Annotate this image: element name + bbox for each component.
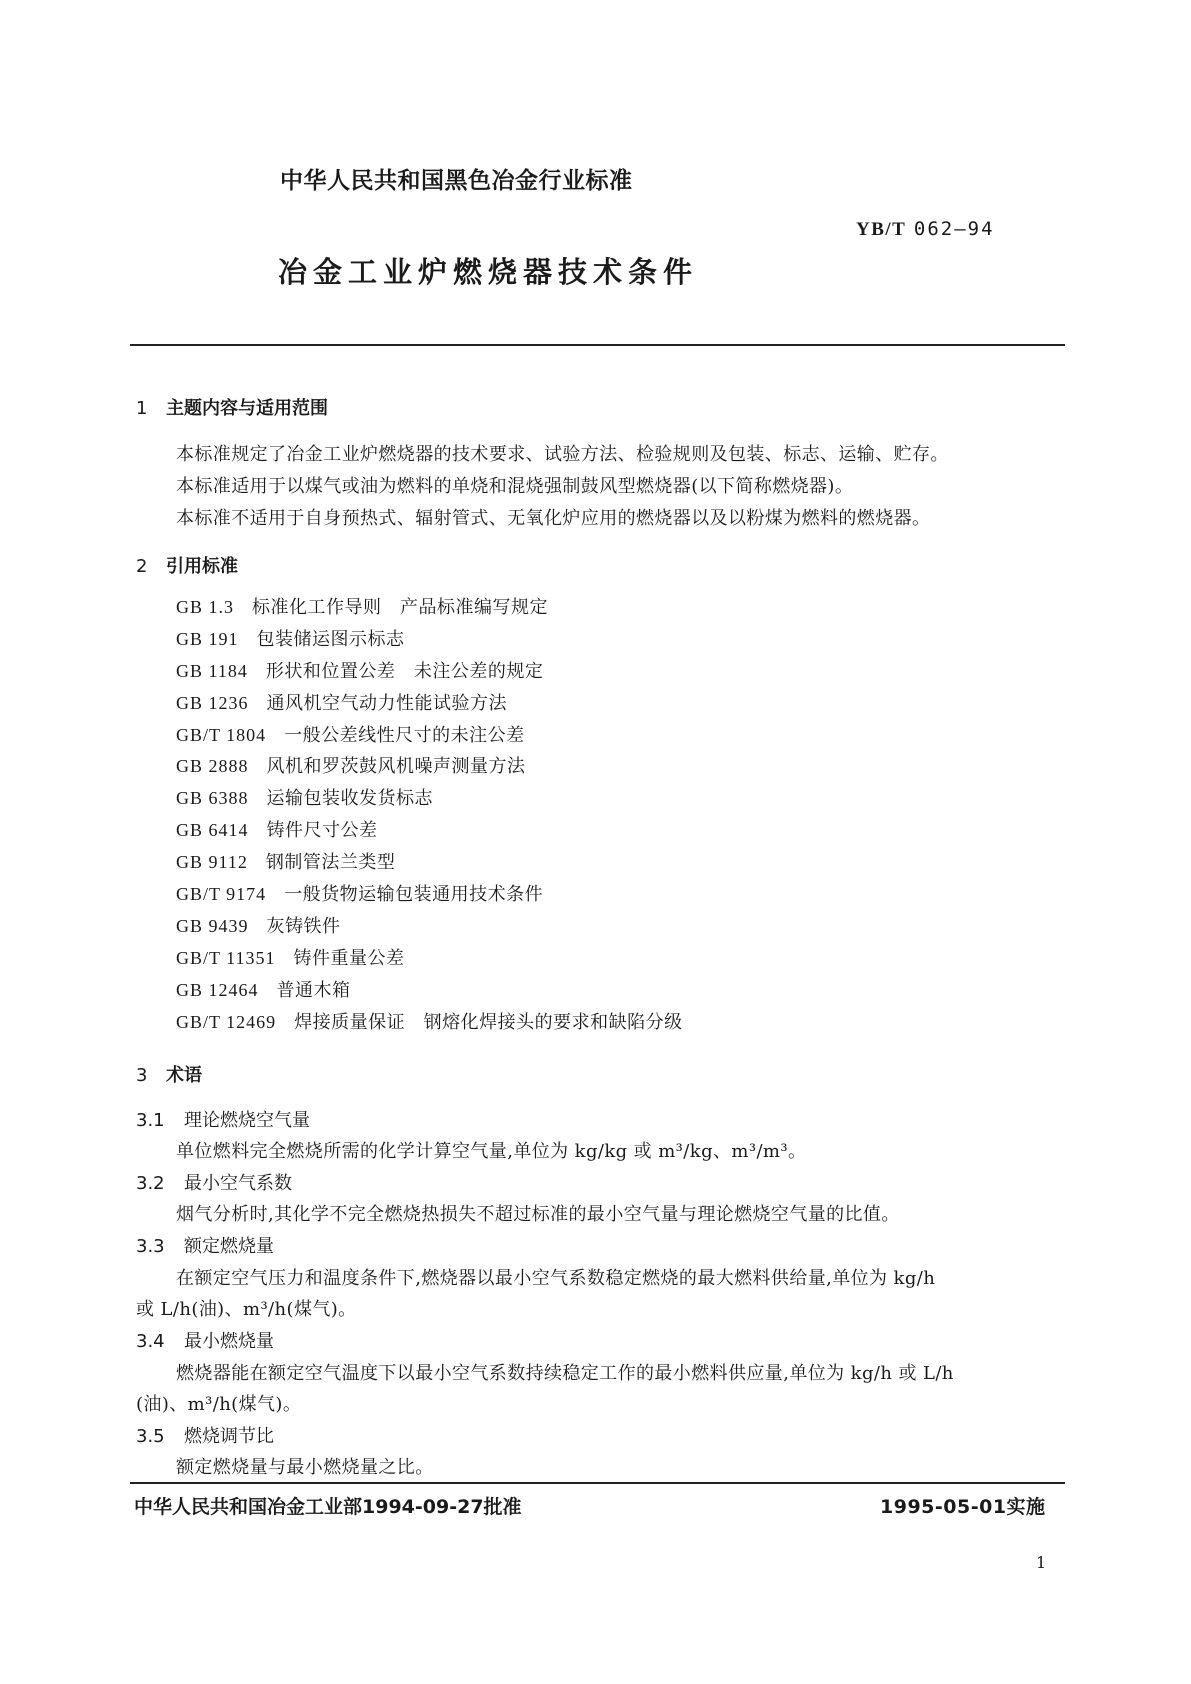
reference-title: 标准化工作导则 产品标准编写规定 xyxy=(252,597,549,618)
reference-title: 运输包装收发货标志 xyxy=(266,788,434,810)
header-divider xyxy=(130,344,1065,346)
section-3-heading xyxy=(136,1061,202,1087)
term-heading xyxy=(136,1232,274,1258)
reference-code: GB/T 12469 xyxy=(176,1011,277,1032)
reference-item xyxy=(176,915,683,947)
reference-item xyxy=(176,819,683,851)
reference-code: GB/T 9174 xyxy=(176,884,267,905)
term-number: 3.4 xyxy=(136,1331,165,1352)
reference-title: 钢制管法兰类型 xyxy=(265,852,396,874)
reference-item xyxy=(176,596,683,628)
term-number: 3.2 xyxy=(136,1173,165,1194)
reference-title: 铸件尺寸公差 xyxy=(266,820,378,842)
reference-code: GB 6388 xyxy=(176,788,249,809)
term-definition: 额定燃烧量与最小燃烧量之比。 xyxy=(176,1457,434,1478)
term-name: 燃烧调节比 xyxy=(184,1426,274,1447)
reference-list xyxy=(176,596,683,1042)
term-definition: 在额定空气压力和温度条件下,燃烧器以最小空气系数稳定燃烧的最大燃料供给量,单位为 kg/h xyxy=(176,1268,936,1289)
section-3-number: 3 xyxy=(136,1065,148,1086)
reference-title: 一般货物运输包装通用技术条件 xyxy=(284,884,544,906)
standard-code-number: 062—94 xyxy=(913,218,995,240)
section-1-title: 主题内容与适用范围 xyxy=(166,398,328,419)
term-name: 最小空气系数 xyxy=(184,1173,292,1194)
reference-code: GB 1236 xyxy=(176,692,249,713)
section-3-title: 术语 xyxy=(166,1065,202,1086)
term-definition-continued: (油)、m³/h(煤气)。 xyxy=(136,1394,302,1415)
section-2-number: 2 xyxy=(136,556,148,577)
reference-title: 焊接质量保证 钢熔化焊接头的要求和缺陷分级 xyxy=(294,1011,683,1033)
term-name: 最小燃烧量 xyxy=(184,1331,274,1352)
reference-code: GB/T 11351 xyxy=(176,947,276,968)
reference-title: 形状和位置公差 未注公差的规定 xyxy=(265,660,544,682)
footer-divider xyxy=(130,1482,1065,1484)
standard-code-prefix: YB/T xyxy=(856,219,907,240)
reference-item xyxy=(176,724,683,756)
section-2-title: 引用标准 xyxy=(166,556,238,577)
standard-code xyxy=(856,218,995,241)
reference-code: GB 9439 xyxy=(176,915,249,936)
reference-title: 灰铸铁件 xyxy=(266,915,341,937)
reference-item xyxy=(176,692,683,724)
reference-title: 风机和罗茨鼓风机噪声测量方法 xyxy=(266,756,526,778)
reference-code: GB 1184 xyxy=(176,660,248,681)
term-definition-continued: 或 L/h(油)、m³/h(煤气)。 xyxy=(136,1299,357,1320)
term-number: 3.1 xyxy=(136,1110,165,1131)
document-title: 冶金工业炉燃烧器技术条件 xyxy=(278,255,699,289)
reference-item xyxy=(176,851,683,883)
reference-item xyxy=(176,755,683,787)
effective-date: 1995-05-01实施 xyxy=(880,1496,1046,1518)
term-number: 3.5 xyxy=(136,1426,165,1447)
section-1-number: 1 xyxy=(136,398,148,419)
reference-code: GB 12464 xyxy=(176,979,259,1000)
reference-item xyxy=(176,628,683,660)
term-name: 额定燃烧量 xyxy=(184,1236,274,1257)
reference-title: 普通木箱 xyxy=(276,979,351,1001)
term-heading xyxy=(136,1327,274,1353)
section-1-heading xyxy=(136,394,328,420)
term-heading xyxy=(136,1422,274,1448)
reference-title: 通风机空气动力性能试验方法 xyxy=(266,692,508,714)
term-heading xyxy=(136,1106,310,1132)
term-definition: 烟气分析时,其化学不完全燃烧热损失不超过标准的最小空气量与理论燃烧空气量的比值。 xyxy=(176,1204,900,1225)
approval-statement: 中华人民共和国冶金工业部1994-09-27批准 xyxy=(134,1496,522,1518)
reference-code: GB 6414 xyxy=(176,820,249,841)
section-1-paragraph: 本标准不适用于自身预热式、辐射管式、无氧化炉应用的燃烧器以及以粉煤为燃料的燃烧器。 xyxy=(176,508,931,529)
reference-item xyxy=(176,1011,683,1043)
reference-code: GB/T 1804 xyxy=(176,724,267,745)
standard-organization: 中华人民共和国黑色冶金行业标准 xyxy=(280,168,633,194)
term-definition: 单位燃料完全燃烧所需的化学计算空气量,单位为 kg/kg 或 m³/kg、m³/m³。 xyxy=(176,1141,807,1162)
term-heading xyxy=(136,1169,292,1195)
reference-item xyxy=(176,787,683,819)
term-name: 理论燃烧空气量 xyxy=(184,1110,310,1131)
term-number: 3.3 xyxy=(136,1236,165,1257)
reference-title: 铸件重量公差 xyxy=(293,947,405,969)
reference-item xyxy=(176,883,683,915)
reference-item xyxy=(176,947,683,979)
section-2-heading xyxy=(136,552,238,578)
reference-code: GB 9112 xyxy=(176,852,248,873)
reference-item xyxy=(176,660,683,692)
section-1-paragraph: 本标准规定了冶金工业炉燃烧器的技术要求、试验方法、检验规则及包装、标志、运输、贮存。 xyxy=(176,444,949,465)
reference-title: 一般公差线性尺寸的未注公差 xyxy=(284,724,525,746)
reference-item xyxy=(176,979,683,1011)
reference-code: GB 191 xyxy=(176,628,239,649)
term-definition: 燃烧器能在额定空气温度下以最小空气系数持续稳定工作的最小燃料供应量,单位为 kg/h 或 L/h xyxy=(176,1363,954,1384)
reference-title: 包装储运图示标志 xyxy=(256,628,405,650)
reference-code: GB 1.3 xyxy=(176,597,235,617)
reference-code: GB 2888 xyxy=(176,756,249,777)
section-1-paragraph: 本标准适用于以煤气或油为燃料的单烧和混烧强制鼓风型燃烧器(以下简称燃烧器)。 xyxy=(176,476,854,497)
page-number: 1 xyxy=(1036,1553,1047,1572)
